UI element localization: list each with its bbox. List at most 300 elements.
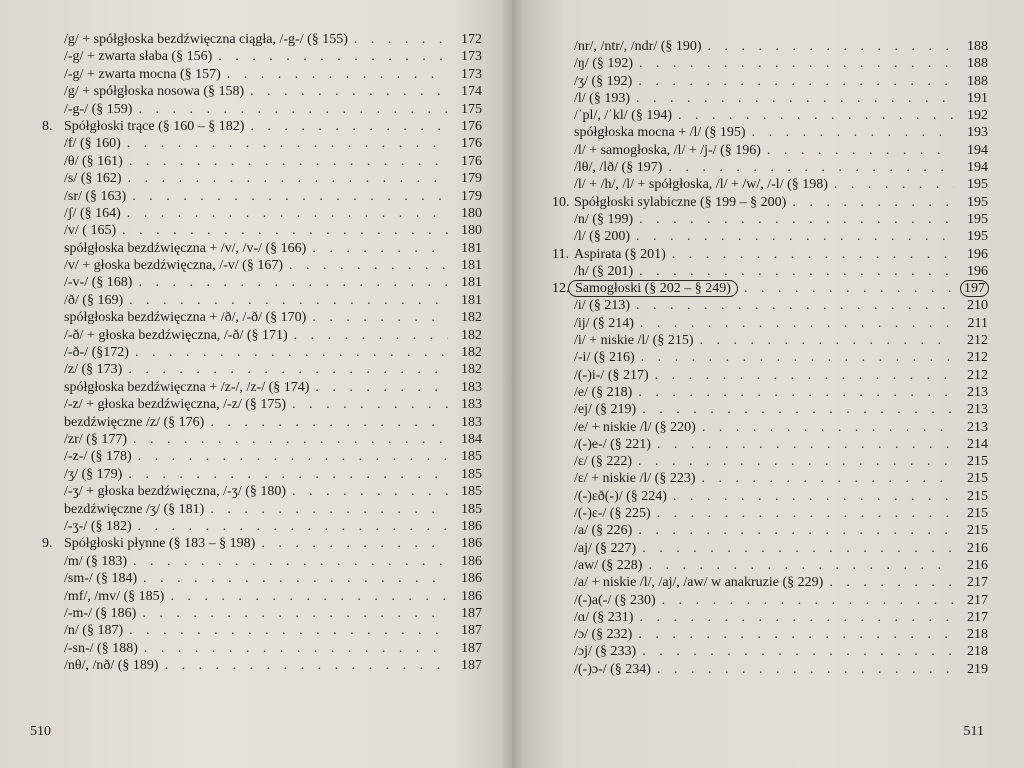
toc-entry: [552, 263, 988, 280]
toc-entry: [42, 396, 482, 413]
dot-leader: [657, 661, 954, 678]
toc-entry-text: /(-)ɛ-/ (§ 225): [574, 506, 651, 522]
toc-entry: [42, 622, 482, 639]
toc-entry-label: [552, 349, 635, 366]
toc-entry-page-number: 215: [967, 488, 988, 504]
toc-entry-page: [454, 396, 482, 413]
toc-entry-page: [454, 48, 482, 65]
toc-entry-label: [42, 570, 137, 587]
toc-entry-text: /ej/ (§ 219): [574, 402, 637, 418]
toc-entry-page: [960, 419, 988, 436]
dot-leader: [638, 384, 954, 401]
toc-entry-page-number: 215: [967, 506, 988, 522]
toc-entry-page-number: 195: [967, 229, 988, 245]
toc-entry-text: /l/ + samogłoska, /l/ + /j-/ (§ 196): [574, 142, 761, 158]
toc-entry-page: [960, 453, 988, 470]
toc-entry-page: [960, 176, 988, 193]
toc-entry-page: [960, 280, 988, 297]
dot-leader: [662, 592, 954, 609]
toc-entry-page: [960, 90, 988, 107]
toc-entry-label: [552, 280, 738, 297]
toc-entry-label: [552, 453, 632, 470]
dot-leader: [142, 605, 448, 622]
toc-entry-page: [454, 535, 482, 552]
toc-entry: [552, 453, 988, 470]
toc-entry-page: [454, 501, 482, 518]
toc-entry-page: [960, 263, 988, 280]
dot-leader: [638, 73, 954, 90]
toc-entry-page-number: 172: [461, 32, 482, 47]
toc-entry-page-number: 181: [461, 292, 482, 308]
toc-entry-text: spółgłoska bezdźwięczna + /z-/, /z-/ (§ 174): [64, 379, 310, 395]
toc-entry-label: [42, 327, 288, 344]
toc-entry-page-number: 194: [967, 142, 988, 158]
toc-entry-label: [552, 557, 642, 574]
toc-entry-page: [960, 142, 988, 159]
toc-entry-page: [454, 588, 482, 605]
toc-entry-page: [454, 570, 482, 587]
dot-leader: [638, 522, 954, 539]
dot-leader: [678, 107, 954, 124]
toc-entry-text: /(-)i-/ (§ 217): [574, 367, 649, 383]
toc-entry: [552, 124, 988, 141]
toc-entry-label: [42, 379, 309, 396]
toc-entry-page: [960, 349, 988, 366]
toc-entry-text: /mf/, /mv/ (§ 185): [64, 588, 165, 604]
toc-entry-page-number: 187: [461, 605, 482, 621]
dot-leader: [639, 263, 954, 280]
toc-entry-text: /aj/ (§ 227): [574, 540, 637, 556]
dot-leader: [315, 379, 448, 396]
toc-entry-label: [42, 553, 127, 570]
toc-entry-page-number: 182: [461, 310, 482, 326]
toc-entry-page-number: 215: [967, 454, 988, 470]
toc-entry-label: [552, 263, 633, 280]
dot-leader: [354, 31, 448, 48]
dot-leader: [642, 643, 954, 660]
toc-entry-page-number: 195: [967, 211, 988, 227]
toc-entry-page-number: 193: [967, 125, 988, 141]
toc-entry: [552, 609, 988, 626]
toc-entry-page-number: 182: [461, 362, 482, 378]
toc-entry: [42, 205, 482, 222]
toc-section-number: 12.: [552, 281, 570, 297]
toc-entry-text: /ʒ/ (§ 179): [64, 466, 123, 482]
toc-entry: [42, 222, 482, 239]
dot-leader: [312, 309, 448, 326]
toc-entry: [42, 309, 482, 326]
toc-entry: [42, 135, 482, 152]
dot-leader: [127, 135, 448, 152]
toc-entry-page: [960, 436, 988, 453]
toc-entry-page: [454, 309, 482, 326]
dot-leader: [639, 609, 954, 626]
toc-entry-text: /(-)ɔ-/ (§ 234): [574, 661, 651, 677]
toc-entry-text: /a/ (§ 226): [574, 523, 633, 539]
dot-leader: [294, 327, 448, 344]
toc-entry-text: /m/ (§ 183): [64, 553, 127, 569]
toc-entry-page: [454, 205, 482, 222]
dot-leader: [639, 211, 954, 228]
toc-entry-page-number: 212: [967, 333, 988, 349]
toc-entry-page: [454, 257, 482, 274]
toc-entry: [552, 661, 988, 678]
toc-entry-text: /-ð/ + głoska bezdźwięczna, /-ð/ (§ 171): [64, 327, 288, 343]
toc-entry-text: /zr/ (§ 177): [64, 431, 127, 447]
toc-entry-page-number: 179: [461, 188, 482, 204]
toc-section-number: 9.: [42, 536, 53, 552]
dot-leader: [128, 170, 448, 187]
toc-entry-text: /sr/ (§ 163): [64, 188, 127, 204]
toc-entry-page-number: 213: [967, 419, 988, 435]
toc-entry-page-number: 195: [967, 194, 988, 210]
toc-entry-page: [960, 470, 988, 487]
dot-leader: [642, 540, 954, 557]
toc-entry-page-number: 187: [461, 623, 482, 639]
toc-entry: [552, 592, 988, 609]
toc-entry-text: /-ʒ-/ (§ 182): [64, 518, 132, 534]
dot-leader: [638, 626, 954, 643]
dot-leader: [210, 501, 448, 518]
dot-leader: [227, 66, 448, 83]
dot-leader: [128, 361, 448, 378]
toc-entry-text: /ɔj/ (§ 233): [574, 644, 637, 660]
toc-entry: [42, 327, 482, 344]
toc-entry-label: [42, 257, 283, 274]
toc-entry-text: /sm-/ (§ 184): [64, 571, 138, 587]
toc-entry-text: /ʃ/ (§ 164): [64, 205, 121, 221]
toc-entry-label: [42, 466, 122, 483]
toc-entry: [552, 297, 988, 314]
toc-entry-page-number: 187: [461, 640, 482, 656]
toc-entry-text: /-g-/ (§ 159): [64, 101, 133, 117]
toc-entry: [552, 107, 988, 124]
dot-leader: [132, 188, 448, 205]
toc-entry-page-number: 215: [967, 523, 988, 539]
toc-entry-page: [960, 315, 988, 332]
dot-leader: [292, 396, 448, 413]
toc-entry-page-number: 183: [461, 414, 482, 430]
dot-leader: [744, 280, 954, 297]
dot-leader: [640, 315, 954, 332]
toc-entry-label: [552, 401, 636, 418]
toc-entry-text: /ŋ/ (§ 192): [574, 56, 634, 72]
toc-entry-label: [552, 194, 786, 211]
toc-entry-page-number: 196: [967, 246, 988, 262]
dot-leader: [641, 349, 954, 366]
toc-entry-label: [552, 574, 823, 591]
toc-entry-page-number: 183: [461, 397, 482, 413]
dot-leader: [138, 518, 448, 535]
toc-entry-label: [42, 188, 126, 205]
toc-entry: [42, 118, 482, 135]
toc-entry-text: /-ð-/ (§172): [64, 345, 129, 361]
dot-leader: [170, 588, 448, 605]
toc-entry-page: [454, 605, 482, 622]
dot-leader: [672, 246, 954, 263]
toc-entry-text: spółgłoska bezdźwięczna + /ð/, /-ð/ (§ 170): [64, 310, 307, 326]
toc-entry-page: [960, 159, 988, 176]
toc-entry-label: [552, 505, 651, 522]
toc-entry: [552, 211, 988, 228]
toc-entry-page: [960, 228, 988, 245]
toc-entry: [42, 153, 482, 170]
dot-leader: [648, 557, 954, 574]
toc-entry: [42, 379, 482, 396]
toc-entry-page-number: 173: [461, 66, 482, 82]
toc-entry-label: [552, 297, 630, 314]
toc-entry-page-number: 191: [967, 90, 988, 106]
toc-entry-label: [552, 246, 666, 263]
toc-entry: [42, 501, 482, 518]
toc-entry-page: [960, 55, 988, 72]
toc-entry-label: [552, 124, 746, 141]
toc-entry-text: /-z/ + głoska bezdźwięczna, /-z/ (§ 175): [64, 397, 287, 413]
toc-entry-page-number: 176: [461, 136, 482, 152]
toc-entry-page: [960, 626, 988, 643]
dot-leader: [639, 55, 954, 72]
toc-entry-page-number: 194: [967, 160, 988, 176]
toc-entry-page-number: 186: [461, 518, 482, 534]
toc-entry-text: /ɛ/ + niskie /l/ (§ 223): [574, 471, 696, 487]
toc-entry: [42, 553, 482, 570]
toc-entry-label: [42, 535, 255, 552]
toc-entry: [552, 142, 988, 159]
dot-leader: [642, 401, 954, 418]
toc-entry-page: [454, 483, 482, 500]
toc-entry-text: /-z-/ (§ 178): [64, 449, 132, 465]
toc-entry-page-number: 210: [967, 298, 988, 314]
toc-entry-text: /e/ + niskie /l/ (§ 220): [574, 419, 696, 435]
toc-entry-text: /h/ (§ 201): [574, 263, 634, 279]
toc-entry: [552, 38, 988, 55]
toc-entry-text: /-sn-/ (§ 188): [64, 640, 138, 656]
toc-entry-page-number: 218: [967, 644, 988, 660]
dot-leader: [129, 622, 448, 639]
dot-leader: [129, 292, 448, 309]
toc-entry-page: [454, 31, 482, 48]
toc-section-number: 10.: [552, 194, 570, 210]
toc-entry-page-number: 188: [967, 39, 988, 54]
toc-entry-label: [552, 90, 630, 107]
dot-leader: [708, 38, 954, 55]
toc-entry-text: /v/ + głoska bezdźwięczna, /-v/ (§ 167): [64, 258, 283, 274]
toc-entry-page-number: 184: [461, 431, 482, 447]
toc-entry-page: [960, 574, 988, 591]
toc-entry-page: [960, 194, 988, 211]
toc-entry-page: [454, 466, 482, 483]
toc-entry: [42, 292, 482, 309]
toc-entry: [42, 48, 482, 65]
toc-entry-page: [960, 592, 988, 609]
toc-entry-page: [960, 609, 988, 626]
toc-entry-text: /g/ + spółgłoska bezdźwięczna ciągła, /-g-/ (§ 155): [64, 32, 348, 47]
toc-entry-label: [552, 367, 649, 384]
toc-entry: [42, 570, 482, 587]
toc-entry: [552, 643, 988, 660]
toc-entry-label: [42, 361, 122, 378]
toc-entry-page-number: 175: [461, 101, 482, 117]
toc-entry-page-number: 176: [461, 118, 482, 134]
toc-entry-page-number: 188: [967, 73, 988, 89]
toc-entry-page: [960, 557, 988, 574]
right-page: [512, 0, 1024, 768]
dot-leader: [668, 159, 954, 176]
toc-entry-page-number: 181: [461, 275, 482, 291]
toc-entry: [42, 274, 482, 291]
toc-entry-page-number: 197: [960, 280, 989, 297]
dot-leader: [792, 194, 954, 211]
toc-entry: [42, 344, 482, 361]
toc-entry-page: [454, 153, 482, 170]
toc-entry-label: [42, 448, 132, 465]
dot-leader: [138, 448, 448, 465]
toc-entry-label: [42, 309, 306, 326]
dot-leader: [250, 118, 448, 135]
toc-entry-label: [42, 48, 212, 65]
toc-entry: [552, 280, 988, 297]
toc-entry-page-number: 216: [967, 540, 988, 556]
toc-entry-page: [960, 661, 988, 678]
toc-entry-label: [552, 436, 651, 453]
toc-entry-page-number: 174: [461, 84, 482, 100]
toc-entry-page: [454, 188, 482, 205]
toc-entry: [552, 367, 988, 384]
toc-entry: [42, 588, 482, 605]
toc-entry-label: [552, 176, 828, 193]
toc-entry-label: [42, 588, 164, 605]
dot-leader: [289, 257, 448, 274]
dot-leader: [673, 488, 954, 505]
toc-entry-page-number: 186: [461, 588, 482, 604]
toc-entry-text: bezdźwięczne /ʒ/ (§ 181): [64, 501, 205, 517]
toc-entry-label: [42, 66, 221, 83]
toc-entry: [552, 228, 988, 245]
toc-entry-page: [454, 83, 482, 100]
toc-entry-label: [552, 107, 672, 124]
dot-leader: [250, 83, 448, 100]
toc-entry: [42, 101, 482, 118]
dot-leader: [655, 367, 954, 384]
toc-entry-label: [552, 228, 630, 245]
toc-entry-label: [552, 73, 632, 90]
toc-entry-text: /(-)a(-/ (§ 230): [574, 592, 656, 608]
toc-entry-label: [42, 344, 129, 361]
toc-entry-text: spółgłoska mocna + /l/ (§ 195): [574, 125, 746, 141]
toc-entry-label: [552, 643, 636, 660]
dot-leader: [702, 470, 955, 487]
dot-leader: [657, 436, 954, 453]
toc-entry-page-number: 215: [967, 471, 988, 487]
toc-entry-page-number: 185: [461, 466, 482, 482]
toc-entry-text: /n/ (§ 187): [64, 623, 124, 639]
toc-entry-page-number: 186: [461, 536, 482, 552]
toc-entry-label: [42, 274, 132, 291]
toc-entry-page: [454, 640, 482, 657]
toc-entry-label: [42, 431, 127, 448]
toc-entry: [42, 518, 482, 535]
toc-entry-label: [552, 159, 662, 176]
toc-entry-text: /e/ (§ 218): [574, 384, 633, 400]
toc-entry-label: [42, 657, 159, 674]
toc-entry: [552, 90, 988, 107]
toc-entry-text: Spółgłoski płynne (§ 183 – § 198): [64, 536, 256, 552]
toc-entry: [552, 73, 988, 90]
toc-entry-page: [960, 367, 988, 384]
toc-entry-text: /-ʒ/ + głoska bezdźwięczna, /-ʒ/ (§ 180): [64, 484, 287, 500]
toc-entry-page-number: 217: [967, 575, 988, 591]
toc-entry-text: /ij/ (§ 214): [574, 315, 634, 331]
toc-entry-page-number: 213: [967, 384, 988, 400]
toc-entry-label: [552, 470, 696, 487]
toc-entry: [42, 361, 482, 378]
toc-entry: [552, 246, 988, 263]
toc-entry-page-number: 211: [967, 315, 988, 331]
dot-leader: [135, 344, 448, 361]
toc-entry-page-number: 180: [461, 205, 482, 221]
toc-entry-page: [454, 118, 482, 135]
toc-entry: [552, 522, 988, 539]
toc-entry-label: [42, 83, 244, 100]
toc-entry-page-number: 192: [967, 108, 988, 124]
toc-entry-text: /-m-/ (§ 186): [64, 605, 137, 621]
toc-entry-text: /a/ + niskie /l/, /aj/, /aw/ w anakruzie (§ 229): [574, 575, 824, 591]
dot-leader: [636, 228, 954, 245]
dot-leader: [218, 48, 448, 65]
toc-entry-page-number: 185: [461, 501, 482, 517]
toc-entry-label: [42, 240, 306, 257]
toc-list-right: [552, 38, 988, 678]
toc-entry-page: [454, 240, 482, 257]
toc-entry-label: [552, 609, 633, 626]
dot-leader: [122, 222, 448, 239]
toc-entry-label: [42, 222, 116, 239]
dot-leader: [138, 274, 448, 291]
dot-leader: [834, 176, 954, 193]
toc-entry-page: [960, 332, 988, 349]
dot-leader: [138, 101, 448, 118]
toc-entry-page-number: 212: [967, 350, 988, 366]
toc-entry-text: /l/ + /h/, /l/ + spółgłoska, /l/ + /w/, /-l/ (§ 198): [574, 177, 828, 193]
toc-entry-label: [552, 522, 632, 539]
toc-entry: [552, 176, 988, 193]
toc-entry-page-number: 185: [461, 484, 482, 500]
toc-entry-page: [960, 384, 988, 401]
toc-entry-text: /g/ + spółgłoska nosowa (§ 158): [64, 84, 245, 100]
toc-entry: [42, 414, 482, 431]
toc-entry-page: [454, 344, 482, 361]
toc-entry-text: /v/ ( 165): [64, 223, 117, 239]
toc-entry: [552, 315, 988, 332]
toc-entry-page: [960, 73, 988, 90]
toc-entry-label: [552, 540, 636, 557]
toc-entry: [42, 483, 482, 500]
toc-entry-page-number: 217: [967, 592, 988, 608]
toc-entry-page-number: 180: [461, 223, 482, 239]
toc-entry-label: [552, 661, 651, 678]
toc-entry-text: Spółgłoski sylabiczne (§ 199 – § 200): [574, 194, 787, 210]
toc-entry-label: [552, 315, 634, 332]
dot-leader: [144, 640, 448, 657]
toc-entry-page-number: 182: [461, 327, 482, 343]
toc-entry: [42, 466, 482, 483]
toc-entry-text: /-g/ + zwarta mocna (§ 157): [64, 66, 221, 82]
toc-entry-text: /(-)ɛð(-)/ (§ 224): [574, 488, 667, 504]
dot-leader: [767, 142, 954, 159]
toc-entry: [42, 448, 482, 465]
toc-entry-label: [552, 211, 633, 228]
toc-entry: [552, 159, 988, 176]
